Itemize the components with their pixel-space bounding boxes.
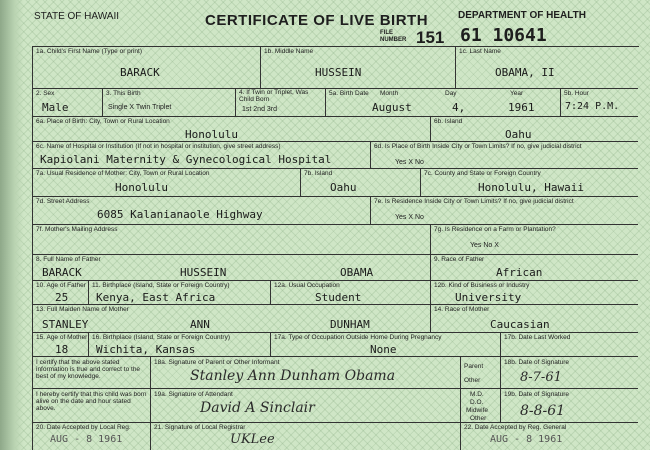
residence-county: Honolulu, Hawaii	[478, 181, 584, 194]
father-birthplace-label: 11. Birthplace (Island, State or Foreign Country)	[92, 282, 230, 289]
mother-name-label: 13. Full Maiden Name of Mother	[36, 306, 129, 313]
birth-island: Oahu	[505, 128, 532, 141]
attendant-other-label: Other	[470, 415, 487, 422]
file-number: 151	[416, 28, 445, 47]
mother-last-name: DUNHAM	[330, 318, 370, 331]
this-birth-label: 3. This Birth	[106, 90, 141, 97]
attendant-date-label: 19b. Date of Signature	[504, 391, 570, 398]
certificate-title: CERTIFICATE OF LIVE BIRTH	[205, 12, 429, 29]
informant-date-label: 18b. Date of Signature	[504, 359, 570, 366]
mother-birthplace: Wichita, Kansas	[96, 343, 196, 356]
attendant-statement: I hereby certify that this child was born alive on the date and hour stated above.	[36, 391, 147, 412]
attendant-signature: David A Sinclair	[200, 400, 315, 416]
residence-island: Oahu	[330, 181, 357, 194]
residence-inside-city-answer: Yes X No	[395, 214, 424, 221]
child-middle-name-label: 1b. Middle Name	[264, 48, 314, 55]
mother-race: Caucasian	[490, 318, 550, 331]
mother-birthplace-label: 16. Birthplace (Island, State or Foreign Country)	[92, 334, 231, 341]
file-number-label: FILE NUMBER	[380, 30, 407, 43]
mother-age: 18	[55, 343, 69, 356]
md-label: M.D.	[470, 391, 484, 398]
birth-date-label: 5a. Birth Date	[329, 90, 369, 97]
birth-city: Honolulu	[185, 128, 238, 141]
department-label: DEPARTMENT OF HEALTH	[458, 10, 586, 21]
attendant-date: 8-8-61	[520, 403, 566, 419]
hospital-label: 6c. Name of Hospital or Institution (If not in hospital or institution, give street address)	[36, 143, 281, 150]
other-label: Other	[464, 377, 481, 384]
birth-day: 4,	[452, 101, 466, 114]
local-registrar-signature-label: 21. Signature of Local Registrar	[154, 424, 246, 431]
residence-island-label: 7b. Island	[304, 170, 333, 177]
father-business: University	[455, 291, 522, 304]
binding-edge	[0, 0, 24, 450]
month-label: Month	[380, 90, 399, 97]
farm-label: 7g. Is Residence on a Farm or Plantation?	[434, 226, 556, 233]
father-business-label: 12b. Kind of Business or Industry	[434, 282, 530, 289]
twin-options: 1st 2nd 3rd	[242, 106, 278, 113]
residence-city-label: 7a. Usual Residence of Mother: City, Town or Rural Location	[36, 170, 210, 177]
birth-inside-city-label: 6d. Is Place of Birth Inside City or Town Limits? If no, give judicial district	[374, 143, 582, 150]
informant-signature: Stanley Ann Dunham Obama	[190, 368, 396, 384]
mother-occupation: None	[370, 343, 397, 356]
father-occupation-label: 12a. Usual Occupation	[274, 282, 340, 289]
child-middle-name: HUSSEIN	[315, 66, 362, 79]
father-age: 25	[55, 291, 69, 304]
parent-label: Parent	[464, 363, 484, 370]
certificate-number: 61 10641	[460, 25, 547, 46]
midwife-label: Midwife	[466, 407, 489, 414]
state-label: STATE OF HAWAII	[34, 11, 119, 22]
mother-first-name: STANLEY	[42, 318, 89, 331]
father-race-label: 9. Race of Father	[434, 256, 485, 263]
birth-hour: 7:24 P.M.	[565, 101, 620, 112]
child-first-name: BARACK	[120, 66, 160, 79]
father-occupation: Student	[315, 291, 362, 304]
local-reg-date: AUG - 8 1961	[50, 434, 123, 445]
mother-last-worked-label: 17b. Date Last Worked	[504, 334, 571, 341]
reg-general-date: AUG - 8 1961	[490, 434, 563, 445]
father-first-name: BARACK	[42, 266, 82, 279]
attendant-signature-label: 19a. Signature of Attendant	[154, 391, 233, 398]
farm-answer: Yes No X	[470, 242, 499, 249]
residence-city: Honolulu	[115, 181, 168, 194]
local-reg-date-label: 20. Date Accepted by Local Reg.	[36, 424, 131, 431]
father-race: African	[496, 266, 543, 279]
year-label: Year	[510, 90, 524, 97]
informant-signature-label: 18a. Signature of Parent or Other Informant	[154, 359, 280, 366]
mother-occupation-label: 17a. Type of Occupation Outside Home During Pregnancy	[274, 334, 442, 341]
this-birth-options: Single X Twin Triplet	[108, 104, 172, 111]
child-last-name: OBAMA, II	[495, 66, 555, 79]
father-middle-name: HUSSEIN	[180, 266, 227, 279]
informant-statement: I certify that the above stated information is true and correct to the best of my knowledge.	[36, 359, 141, 380]
child-first-name-label: 1a. Child's First Name (Type or print)	[36, 48, 142, 55]
father-birthplace: Kenya, East Africa	[96, 291, 216, 304]
birth-island-label: 6b. Island	[434, 118, 463, 125]
mother-age-label: 15. Age of Mother	[36, 334, 88, 341]
father-name-label: 8. Full Name of Father	[36, 256, 101, 263]
birth-inside-city-answer: Yes X No	[395, 159, 424, 166]
father-last-name: OBAMA	[340, 266, 374, 279]
birth-city-label: 6a. Place of Birth: City, Town or Rural Location	[36, 118, 170, 125]
birth-year: 1961	[508, 101, 535, 114]
local-registrar-signature: UKLee	[230, 432, 275, 447]
sex-label: 2. Sex	[36, 90, 55, 97]
mailing-address-label: 7f. Mother's Mailing Address	[36, 226, 118, 233]
residence-inside-city-label: 7e. Is Residence Inside City or Town Limits? If no, give judicial district	[374, 198, 574, 205]
street-address: 6085 Kalanianaole Highway	[97, 208, 263, 221]
mother-middle-name: ANN	[190, 318, 210, 331]
child-last-name-label: 1c. Last Name	[459, 48, 501, 55]
hour-label: 5b. Hour	[564, 90, 589, 97]
residence-county-label: 7c. County and State or Foreign Country	[424, 170, 541, 177]
day-label: Day	[445, 90, 457, 97]
sex-value: Male	[42, 101, 69, 114]
twin-label: 4. If Twin or Triplet, Was Child Born	[239, 89, 309, 103]
father-age-label: 10. Age of Father	[36, 282, 86, 289]
informant-date: 8-7-61	[520, 370, 562, 385]
birth-month: August	[372, 101, 412, 114]
reg-general-date-label: 22. Date Accepted by Reg. General	[464, 424, 567, 431]
do-label: D.O.	[470, 399, 484, 406]
hospital-name: Kapiolani Maternity & Gynecological Hospital	[40, 153, 332, 166]
street-label: 7d. Street Address	[36, 198, 90, 205]
mother-race-label: 14. Race of Mother	[434, 306, 490, 313]
